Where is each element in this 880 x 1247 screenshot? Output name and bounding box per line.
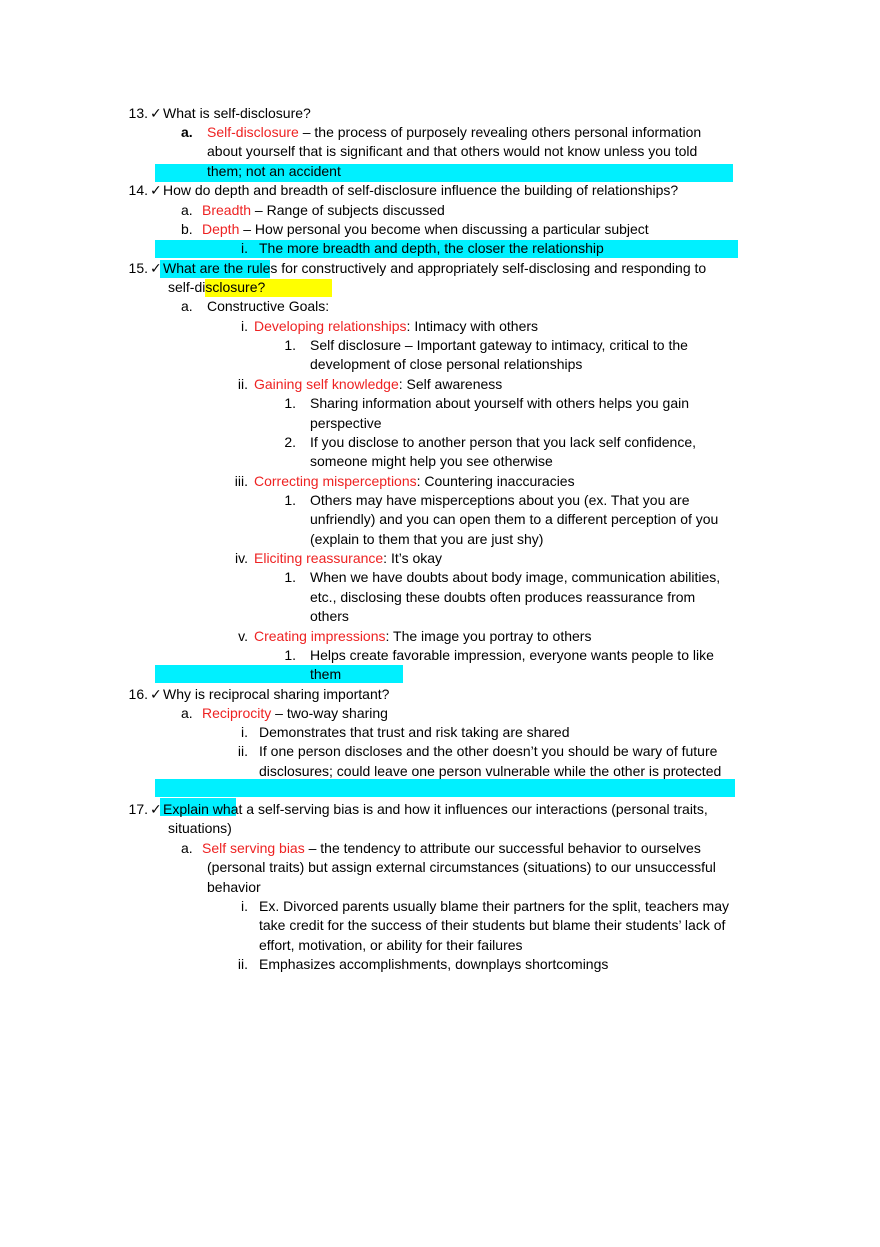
point-line: (explain to them that you are just shy) — [310, 531, 544, 547]
q13-number: 13. — [128, 105, 148, 121]
q17-a-term: Self serving bias — [202, 840, 305, 856]
point-marker: 1. — [284, 492, 296, 508]
point-line: Self disclosure – Important gateway to intimacy, critical to the — [310, 337, 688, 353]
point-line: If you disclose to another person that you lack self confidence, — [310, 434, 697, 450]
q14-b-term: Depth — [202, 221, 240, 237]
q15-question-line1: What are the rules for constructively and appropriately self-disclosing and responding to — [163, 260, 707, 276]
point-marker: 1. — [284, 337, 296, 353]
q15-a-marker: a. — [181, 298, 193, 314]
q16-ai-marker: i. — [241, 724, 248, 740]
goal-line: Creating impressions: The image you portray to others — [254, 628, 592, 644]
goal-term: Correcting misperceptions — [254, 473, 417, 489]
q17-aii-marker: ii. — [237, 956, 248, 972]
point-line: Sharing information about yourself with others helps you gain — [310, 395, 689, 411]
q17-number: 17. — [128, 801, 148, 817]
q14-a-marker: a. — [181, 202, 193, 218]
q13-a-line2: about yourself that is significant and that others would not know unless you told — [207, 143, 698, 159]
point-line: Others may have misperceptions about you (ex. That you are — [310, 492, 690, 508]
point-marker: 1. — [284, 569, 296, 585]
q17-question-line2: situations) — [168, 820, 232, 836]
point-line: someone might help you see otherwise — [310, 453, 553, 469]
q14-bi-marker: i. — [241, 240, 248, 256]
q14-a-term: Breadth — [202, 202, 252, 218]
point-line: Helps create favorable impression, everyone wants people to like — [310, 647, 714, 663]
point-line: etc., disclosing these doubts often produces reassurance from — [310, 589, 696, 605]
q14-bi-text: The more breadth and depth, the closer the relationship — [259, 240, 604, 256]
q15-question-line2: self-disclosure? — [168, 279, 266, 295]
goal-line: Eliciting reassurance: It’s okay — [254, 550, 443, 566]
q15-check: ✓ — [150, 260, 162, 276]
q16-a-marker: a. — [181, 705, 193, 721]
q16-question: Why is reciprocal sharing important? — [163, 686, 390, 702]
goal-marker: v. — [238, 628, 248, 644]
q17-a-marker: a. — [181, 840, 193, 856]
q17-a-line2: (personal traits) but assign external circumstances (situations) to our unsuccessful — [207, 859, 716, 875]
q16-aii-line2: disclosures; could leave one person vulnerable while the other is protected — [259, 763, 722, 779]
point-marker: 1. — [284, 395, 296, 411]
q17-a-line1: Self serving bias – the tendency to attribute our successful behavior to ourselves — [202, 840, 701, 856]
goal-term: Gaining self knowledge — [254, 376, 399, 392]
goal-marker: iv. — [235, 550, 248, 566]
q14-b-line: Depth – How personal you become when discussing a particular subject — [202, 221, 649, 237]
goal-marker: i. — [241, 318, 248, 334]
q13-a-term: Self-disclosure — [207, 124, 299, 140]
q13-a-line3: them; not an accident — [207, 163, 341, 179]
q15-a-text: Constructive Goals: — [207, 298, 330, 314]
q16-ai-text: Demonstrates that trust and risk taking are shared — [259, 724, 570, 740]
q17-ai-line1: Ex. Divorced parents usually blame their partners for the split, teachers may — [259, 898, 729, 914]
point-line: others — [310, 608, 349, 624]
q16-number: 16. — [128, 686, 148, 702]
point-line: When we have doubts about body image, communication abilities, — [310, 569, 721, 585]
q17-ai-line3: effort, motivation, or ability for their failures — [259, 937, 523, 953]
highlight-band — [155, 665, 403, 683]
q13-a-marker: a. — [181, 124, 193, 140]
q14-number: 14. — [128, 182, 148, 198]
point-marker: 1. — [284, 647, 296, 663]
point-line: them — [310, 666, 342, 682]
q13-question: What is self-disclosure? — [163, 105, 311, 121]
goal-term: Creating impressions — [254, 628, 386, 644]
q14-b-marker: b. — [181, 221, 193, 237]
goal-line: Correcting misperceptions: Countering inaccuracies — [254, 473, 575, 489]
goal-marker: ii. — [237, 376, 248, 392]
q16-aii-marker: ii. — [237, 743, 248, 759]
q16-aii-line1: If one person discloses and the other doesn’t you should be wary of future — [259, 743, 718, 759]
point-marker: 2. — [284, 434, 296, 450]
goal-line: Gaining self knowledge: Self awareness — [254, 376, 503, 392]
point-line: perspective — [310, 415, 382, 431]
q16-a-term: Reciprocity — [202, 705, 272, 721]
q17-check: ✓ — [150, 801, 162, 817]
q13-check: ✓ — [150, 105, 162, 121]
q17-ai-line2: take credit for the success of their students but blame their students’ lack of — [259, 917, 726, 933]
point-line: development of close personal relationships — [310, 356, 583, 372]
q17-aii-text: Emphasizes accomplishments, downplays shortcomings — [259, 956, 609, 972]
q15-number: 15. — [128, 260, 148, 276]
goal-line: Developing relationships: Intimacy with others — [254, 318, 539, 334]
q13-a-line1: Self-disclosure – the process of purposely revealing others personal information — [207, 124, 702, 140]
highlight-band — [155, 779, 735, 797]
point-line: unfriendly) and you can open them to a different perception of you — [310, 511, 719, 527]
goal-term: Developing relationships — [254, 318, 407, 334]
q16-a-line: Reciprocity – two-way sharing — [202, 705, 388, 721]
q14-a-line: Breadth – Range of subjects discussed — [202, 202, 445, 218]
q17-a-line3: behavior — [207, 879, 261, 895]
q14-check: ✓ — [150, 182, 162, 198]
q17-ai-marker: i. — [241, 898, 248, 914]
q17-question-line1: Explain what a self-serving bias is and how it influences our interactions (personal traits, — [163, 801, 708, 817]
goal-term: Eliciting reassurance — [254, 550, 384, 566]
q16-check: ✓ — [150, 686, 162, 702]
goal-marker: iii. — [234, 473, 248, 489]
q14-question: How do depth and breadth of self-disclosure influence the building of relationships? — [163, 182, 679, 198]
